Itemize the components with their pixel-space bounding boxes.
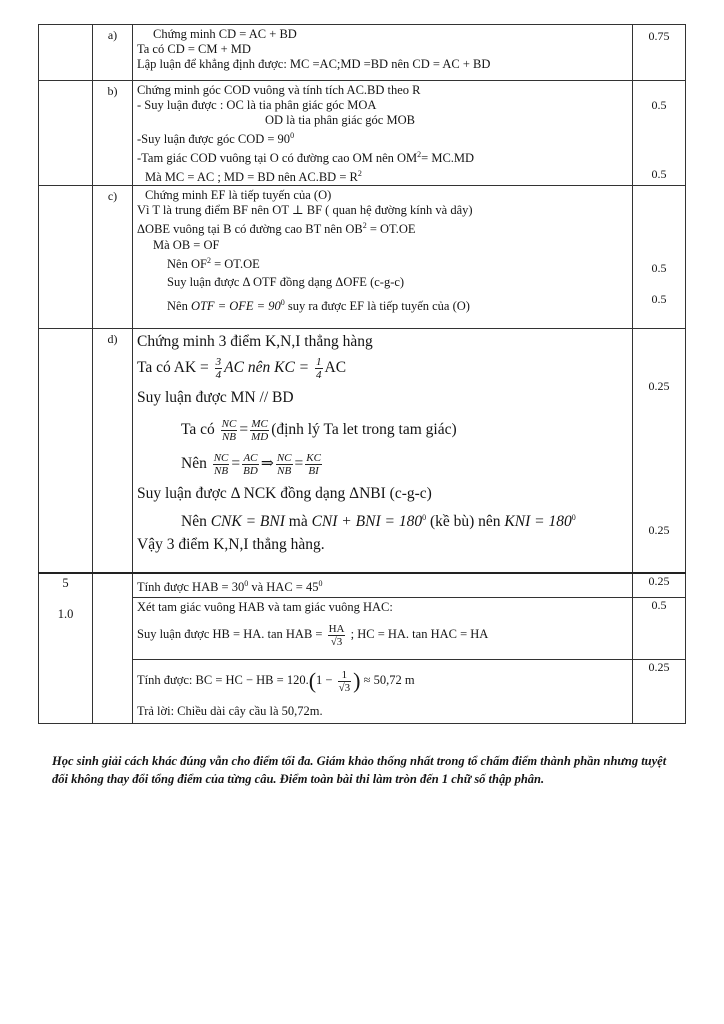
score-value: 0.25 [648, 523, 670, 538]
score-value: 0.5 [651, 598, 667, 613]
score-cell [633, 573, 686, 598]
score-value: 0.5 [651, 167, 667, 181]
score-cell [633, 598, 686, 660]
score-value: 0.75 [648, 29, 670, 43]
score-cell [633, 81, 686, 186]
fraction-nc-nb: $\frac{NC}{NB}$ [221, 418, 237, 444]
content-line [133, 616, 632, 652]
content-line [133, 660, 632, 701]
content-line [133, 253, 632, 272]
text: Tính được: BC = HC − HB = 120. [137, 673, 309, 688]
content-line [133, 218, 632, 237]
fraction-one-quarter: $\frac{1}{4}$ [316, 356, 322, 382]
score-value: 0.25 [648, 379, 670, 394]
row-part-a [39, 25, 686, 81]
text: 1 − [316, 673, 336, 688]
angle-equation: OTF = OFE = 90 [190, 298, 281, 313]
text: (kề bù) nên [426, 513, 505, 531]
content-line [133, 507, 632, 533]
part-cell-empty [93, 573, 133, 724]
fraction-nc-nb: $\frac{NC}{NB}$ [276, 452, 292, 478]
text: Mà MC = AC ; MD = BD nên AC.BD = R [145, 170, 358, 185]
part-c-content [133, 186, 633, 329]
text: = OT.OE [366, 222, 416, 237]
square-sup: 2 [357, 169, 362, 179]
text: ; HC = HA. tan HAC = HA [347, 627, 489, 642]
degree-sup: 0 [318, 578, 323, 588]
text: Nên OF [167, 256, 207, 271]
text: AC nên KC = [224, 359, 313, 377]
angle-equation: CNI + BNI = 180 [311, 513, 423, 531]
row-question-5-a [39, 573, 686, 598]
content-line: Chứng minh CD = AC + BD [153, 27, 297, 41]
text: -Tam giác COD vuông tại O có đường cao OM nên OM [137, 151, 418, 166]
content-line: Suy luận được Δ NCK đồng dạng ΔNBI (c-g-c) [137, 485, 432, 503]
question-cell-empty [39, 329, 93, 573]
content-line: Trả lời: Chiều dài cây cầu là 50,72m. [137, 704, 323, 719]
text: Ta có [181, 421, 219, 439]
part-label: d) [93, 329, 133, 573]
text: (định lý Ta let trong tam giác) [271, 421, 457, 439]
part-b-content [133, 81, 633, 186]
degree-sup: 0 [290, 131, 295, 140]
q5-lines-4-5 [133, 660, 633, 724]
text: = MC.MD [421, 151, 475, 166]
fraction-nc-nb: $\frac{NC}{NB}$ [213, 452, 229, 478]
text: Ta có AK = [137, 359, 213, 377]
fraction-mc-md: $\frac{MC}{MD}$ [251, 418, 269, 444]
question-number-cell [39, 573, 93, 724]
part-a-content [133, 25, 633, 81]
degree-sup: 0 [571, 513, 576, 523]
equals: = [231, 455, 241, 473]
content-line [133, 353, 632, 383]
text: -Suy luận được góc COD = 90 [137, 132, 291, 147]
row-question-5-c [39, 660, 686, 724]
content-line: Chứng minh 3 điểm K,N,I thẳng hàng [137, 333, 373, 351]
text: AC [324, 359, 347, 377]
text: ≈ 50,72 m [360, 673, 415, 688]
content-line: - Suy luận được : OC là tia phân giác góc MOA [137, 98, 377, 112]
row-part-b [39, 81, 686, 186]
content-line [133, 574, 632, 597]
square-sup: 2 [362, 221, 367, 231]
fraction-three-quarters: $\frac{3}{4}$ [215, 356, 222, 382]
text: Tính được HAB = 30 [137, 580, 245, 595]
fraction-ac-bd: $\frac{AC}{BD}$ [243, 452, 258, 478]
score-value: 0.25 [648, 573, 670, 588]
equals: = [239, 421, 249, 439]
row-question-5-b [39, 598, 686, 660]
part-d-content [133, 329, 633, 573]
content-line [133, 292, 632, 317]
score-value: 0.5 [651, 292, 667, 307]
text: ΔOBE vuông tại B có đường cao BT nên OB [137, 222, 363, 237]
content-line [133, 128, 632, 147]
text: mà [284, 513, 312, 531]
degree-sup: 0 [244, 578, 249, 588]
degree-sup: 0 [280, 297, 285, 307]
question-cell-empty [39, 186, 93, 329]
q5-line-1 [133, 573, 633, 598]
part-label: c) [93, 186, 133, 329]
equals: = [294, 455, 304, 473]
score-cell [633, 329, 686, 573]
angle-equation: KNI = 180 [504, 513, 572, 531]
right-paren: ) [353, 668, 361, 694]
text: và HAC = 45 [248, 580, 319, 595]
text: Nên [181, 513, 211, 531]
grading-note: Học sinh giải cách khác đúng vẫn cho điểm tối đa. Giám khảo thống nhất trong tổ chấm điểm thành phần nhưng tuyệt đối không thay đổi tổng điểm của từng câu. Điểm toàn bài thi làm tròn đến 1 chữ số thập phân. [52, 754, 667, 786]
question-cell-empty [39, 81, 93, 186]
text: Nên [181, 455, 211, 473]
content-line: Suy luận được MN // BD [137, 389, 294, 407]
part-label: a) [93, 25, 133, 81]
row-part-c [39, 186, 686, 329]
content-line: Mà OB = OF [153, 237, 220, 252]
content-line: Xét tam giác vuông HAB và tam giác vuông HAC: [137, 600, 393, 615]
part-label: b) [93, 81, 133, 186]
score-value: 0.5 [651, 98, 667, 112]
score-value: 0.25 [648, 660, 670, 675]
score-cell [633, 186, 686, 329]
square-sup: 2 [417, 150, 422, 160]
left-paren: ( [308, 668, 317, 694]
content-line: Chứng minh góc COD vuông và tính tích AC.BD theo R [137, 83, 421, 97]
degree-sup: 0 [422, 513, 427, 523]
score-cell [633, 660, 686, 724]
content-line: Chứng minh EF là tiếp tuyến của (O) [145, 188, 332, 203]
content-line [133, 447, 632, 481]
text: Suy luận được HB = HA. tan HAB = [137, 627, 326, 642]
content-line: Suy luận được Δ OTF đồng dạng ΔOFE (c-g-c) [167, 274, 405, 289]
implies-symbol: ⇒ [260, 455, 274, 473]
fraction-ha-sqrt3: $\frac{HA}{√3}$ [328, 622, 345, 648]
content-line [133, 147, 632, 166]
fraction-one-sqrt3: $\frac{1}{√3}$ [338, 668, 351, 694]
text: Nên [167, 298, 191, 313]
square-sup: 2 [206, 255, 211, 265]
answer-key-table [38, 24, 686, 724]
text: suy ra được EF là tiếp tuyến của (O) [287, 298, 470, 313]
content-line: Ta có CD = CM + MD [137, 42, 251, 56]
q5-lines-2-3 [133, 598, 633, 660]
question-cell-empty [39, 25, 93, 81]
question-points: 1.0 [57, 606, 74, 621]
content-line [133, 413, 632, 447]
content-line: OD là tia phân giác góc MOB [265, 113, 415, 127]
row-part-d [39, 329, 686, 573]
angle-equation: CNK = BNI [210, 513, 285, 531]
content-line [133, 166, 632, 185]
text: = OT.OE [210, 256, 260, 271]
content-line: Vậy 3 điểm K,N,I thẳng hàng. [137, 535, 325, 553]
score-value: 0.5 [651, 261, 667, 276]
score-cell [633, 25, 686, 81]
question-number: 5 [62, 575, 69, 590]
content-line: Lập luận để khẳng định được: MC =AC;MD =BD nên CD = AC + BD [137, 57, 491, 71]
fraction-kc-bi: $\frac{KC}{BI}$ [306, 452, 321, 478]
content-line: Vì T là trung điểm BF nên OT ⊥ BF ( quan hệ đường kính và dây) [137, 203, 473, 218]
